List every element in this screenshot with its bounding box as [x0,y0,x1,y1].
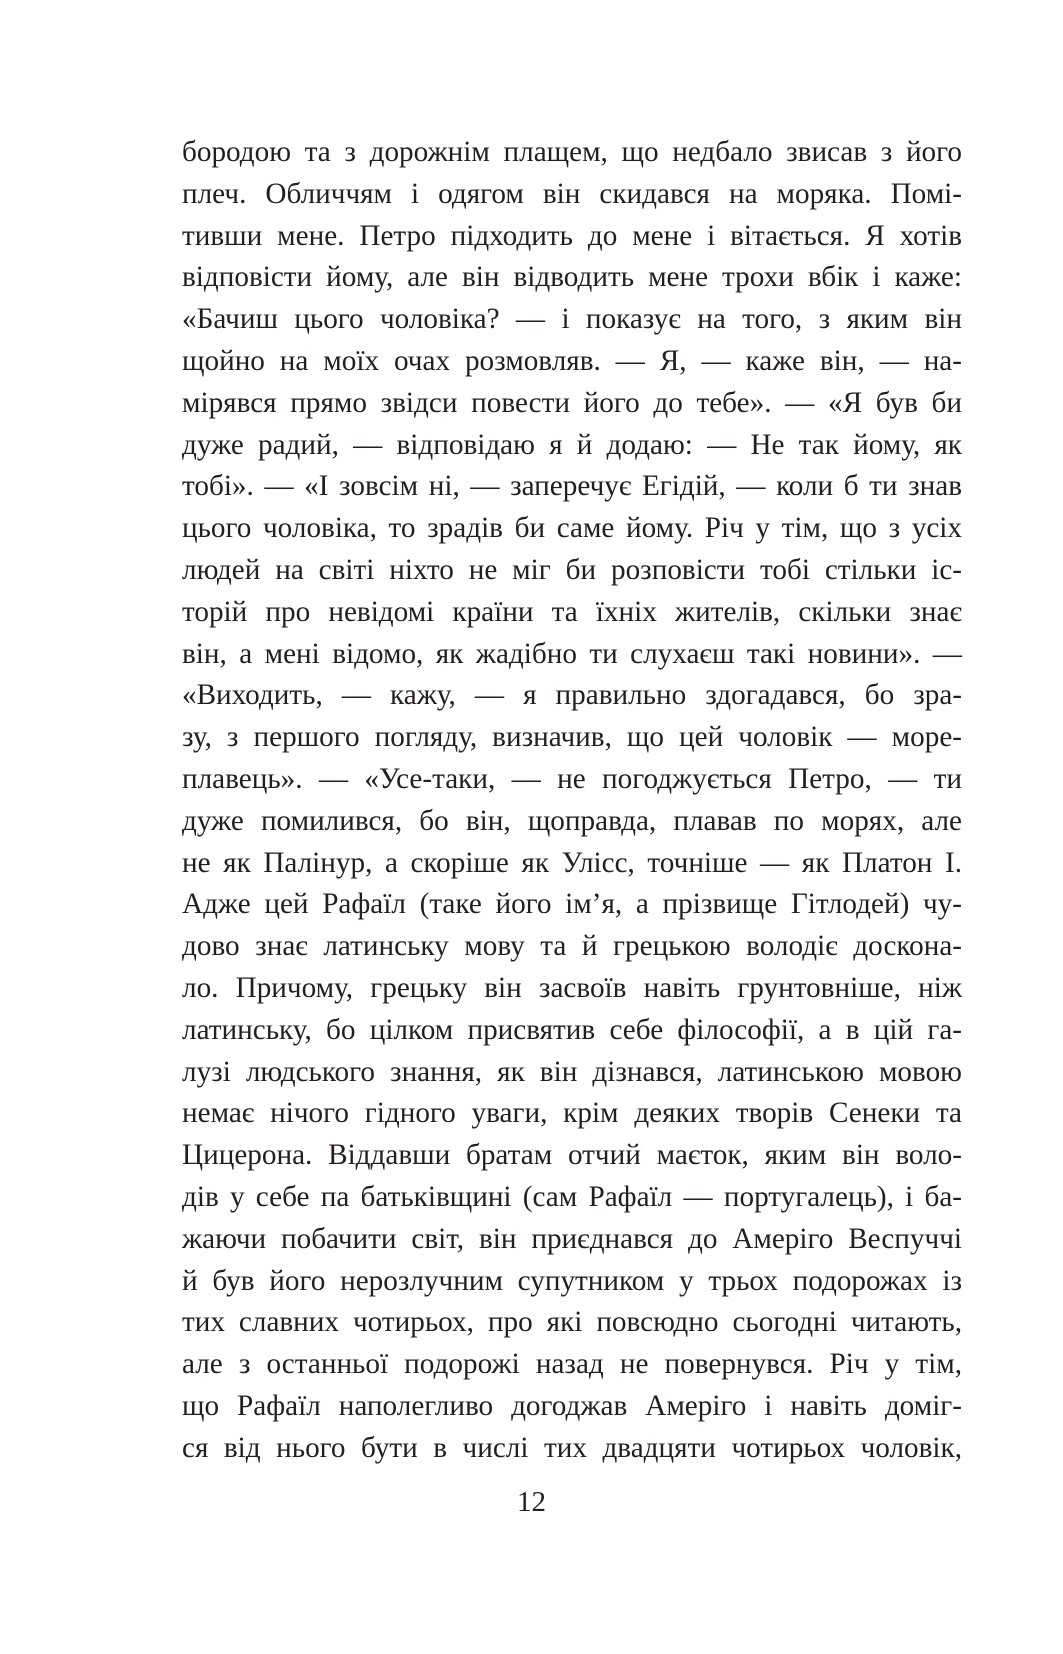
text-line-30: але з останньої подорожі назад не повернувся. Річ у тім, [182,1348,962,1381]
text-line-14: «Виходить, — кажу, — я правильно здогадався, бо зра- [182,679,962,712]
text-line-28: й був його нерозлучним супутником у трьох подорожах із [182,1264,962,1297]
text-line-9: тобі». — «І зовсім ні, — заперечує Егідій, — коли б ти знав [182,470,962,503]
text-line-1: бородою та з дорожнім плащем, що недбало звисав з його [182,136,962,168]
text-line-31: що Рафаїл наполегливо догоджав Амеріго і навіть доміг- [182,1389,962,1422]
text-line-17: дуже помилився, бо він, щоправда, плавав по морях, але [182,804,962,837]
text-line-5: «Бачиш цього чоловіка? — і показує на того, з яким він [182,303,962,336]
text-line-26: дів у себе па батьківщині (сам Рафаїл — португалець), і ба- [182,1180,962,1213]
text-line-32: ся від нього бути в числі тих двадцяти чотирьох чоловік, [182,1431,962,1464]
text-line-4: відповісти йому, але він відводить мене трохи вбік і каже: [182,261,962,294]
text-line-19: Адже цей Рафаїл (таке його ім’я, а прізвище Гітлодей) чу- [182,888,962,921]
text-line-11: людей на світі ніхто не міг би розповісти тобі стільки іс- [182,553,962,586]
text-line-12: торій про невідомі країни та їхніх жителів, скільки знає [182,595,962,628]
text-line-6: щойно на моїх очах розмовляв. — Я, — каже він, — на- [182,344,962,377]
text-line-23: лузі людського знання, як він дізнався, латинською мовою [182,1055,962,1088]
body-text [182,132,962,1470]
page-number: 12 [517,1486,546,1518]
text-line-7: мірявся прямо звідси повести його до тебе». — «Я був би [182,386,962,419]
text-line-13: він, а мені відомо, як жадібно ти слухаєш такі новини». — [182,637,962,670]
text-line-24: немає нічого гідного уваги, крім деяких творів Сенеки та [182,1097,962,1130]
text-line-2: плеч. Обличчям і одягом він скидався на моряка. Помі- [182,177,962,210]
text-line-25: Цицерона. Віддавши братам отчий маєток, яким він воло- [182,1139,962,1172]
text-line-15: зу, з першого погляду, визначив, що цей чоловік — море- [182,721,962,754]
text-line-22: латинську, бо цілком присвятив себе філософії, а в цій га- [182,1013,962,1046]
text-line-3: тивши мене. Петро підходить до мене і вітається. Я хотів [182,219,962,252]
text-line-8: дуже радий, — відповідаю я й додаю: — Не так йому, як [182,428,962,461]
text-line-10: цього чоловіка, то зрадів би саме йому. Річ у тім, що з усіх [182,512,962,545]
text-line-21: ло. Причому, грецьку він засвоїв навіть грунтовніше, ніж [182,971,962,1004]
text-line-20: дово знає латинську мову та й грецькою володіє доскона- [182,930,962,963]
text-line-27: жаючи побачити світ, він приєднався до Амеріго Веспуччі [182,1222,962,1255]
text-line-29: тих славних чотирьох, про які повсюдно сьогодні читають, [182,1306,962,1339]
text-line-18: не як Палінур, а скоріше як Улісс, точніше — як Платон І. [182,846,962,879]
text-line-16: плавець». — «Усе-таки, — не погоджується Петро, — ти [182,762,962,795]
